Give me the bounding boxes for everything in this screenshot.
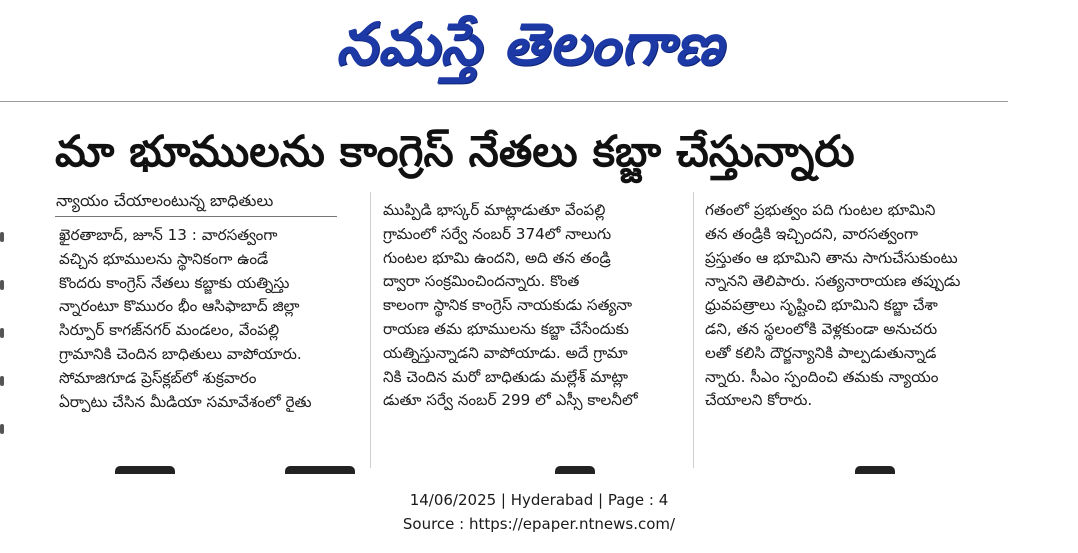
text-line: డని, తన స్థలంలోకి వెళ్లకుండా అనుచరు xyxy=(705,319,938,338)
column-divider xyxy=(370,192,371,468)
text-line: రాయణ తమ భూములను కబ్జా చేసేందుకు xyxy=(383,319,629,338)
text-line: గ్రామానికి చెందిన బాధితులు వాపోయారు. xyxy=(59,344,302,363)
news-article xyxy=(55,118,1015,474)
text-line: సోమాజిగూడ ప్రెస్‌క్లబ్‌లో శుక్రవారం xyxy=(59,368,257,387)
text-line: ప్రస్తుతం ఆ భూమిని తాను సాగుచేసుకుంటు xyxy=(705,248,958,267)
text-line: వచ్చిన భూములను స్థానికంగా ఉండే xyxy=(59,249,269,268)
clipped-next-article-edge xyxy=(55,466,1015,476)
text-line: చేయాలని కోరారు. xyxy=(705,391,813,410)
page-footer xyxy=(0,488,1078,536)
article-headline: మా భూములను కాంగ్రెస్ నేతలు కబ్జా చేస్తున్నారు xyxy=(55,127,855,177)
edition-info: 14/06/2025 | Hyderabad | Page : 4 xyxy=(409,491,669,509)
masthead-divider xyxy=(0,101,1008,102)
newspaper-logo: నమస్తే తెలంగాణ xyxy=(336,10,724,78)
text-line: న్నారు. సీఎం స్పందించి తమకు న్యాయం xyxy=(705,367,939,386)
text-line: ఖైరతాబాద్, జూన్ 13 : వారసత్వంగా xyxy=(59,226,278,244)
article-column-1 xyxy=(59,224,359,414)
text-line: గతంలో ప్రభుత్వం పది గుంటల భూమిని xyxy=(705,201,936,219)
text-line: ముప్పిడి భాస్కర్ మాట్లాడుతూ వేంపల్లి xyxy=(383,201,606,219)
text-line: ద్వారా సంక్రమించిందన్నారు. కొంత xyxy=(383,272,580,291)
text-line: డుతూ సర్వే నంబర్ 299 లో ఎస్సీ కాలనీలో xyxy=(383,391,638,410)
text-line: న్నారంటూ కొమురం భీం ఆసిఫాబాద్ జిల్లా xyxy=(59,297,300,316)
article-subhead-box xyxy=(55,190,337,217)
text-line: కొందరు కాంగ్రెస్ నేతలు కబ్జాకు యత్నిస్తు xyxy=(59,273,290,292)
text-line: గుంటల భూమి ఉందని, అది తన తండ్రి xyxy=(383,248,611,267)
text-line: ధ్రువపత్రాలు సృష్టించి భూమిని కబ్జా చేశా xyxy=(705,296,938,315)
text-line: గ్రామంలో సర్వే నంబర్ 374లో నాలుగు xyxy=(383,224,612,243)
source-link[interactable]: Source : https://epaper.ntnews.com/ xyxy=(402,515,676,533)
article-column-2 xyxy=(383,199,683,413)
text-line: లతో కలిసి దౌర్జన్యానికి పాల్పడుతున్నాడ xyxy=(705,343,937,362)
column-divider xyxy=(693,192,694,468)
text-line: ఏర్పాటు చేసిన మీడియా సమావేశంలో రైతు xyxy=(59,392,312,411)
text-line: నికి చెందిన మరో బాధితుడు మల్లేశ్ మాట్లా xyxy=(383,367,628,386)
article-column-3 xyxy=(705,199,1005,413)
text-line: సిర్పూర్ కాగజ్‌నగర్ మండలం, వేంపల్లి xyxy=(59,321,280,340)
text-line: న్నానని తెలిపారు. సత్యనారాయణ తప్పుడు xyxy=(705,272,961,291)
article-subhead: న్యాయం చేయాలంటున్న బాధితులు xyxy=(56,191,274,210)
left-edge-clipped-text xyxy=(0,232,10,472)
masthead xyxy=(0,0,1078,100)
text-line: తన తండ్రికి ఇచ్చిందని, వారసత్వంగా xyxy=(705,224,918,243)
text-line: కాలంగా స్థానిక కాంగ్రెస్ నాయకుడు సత్యనా xyxy=(383,296,633,315)
text-line: యత్నిస్తున్నాడని వాపోయాడు. అదే గ్రామా xyxy=(383,343,628,362)
